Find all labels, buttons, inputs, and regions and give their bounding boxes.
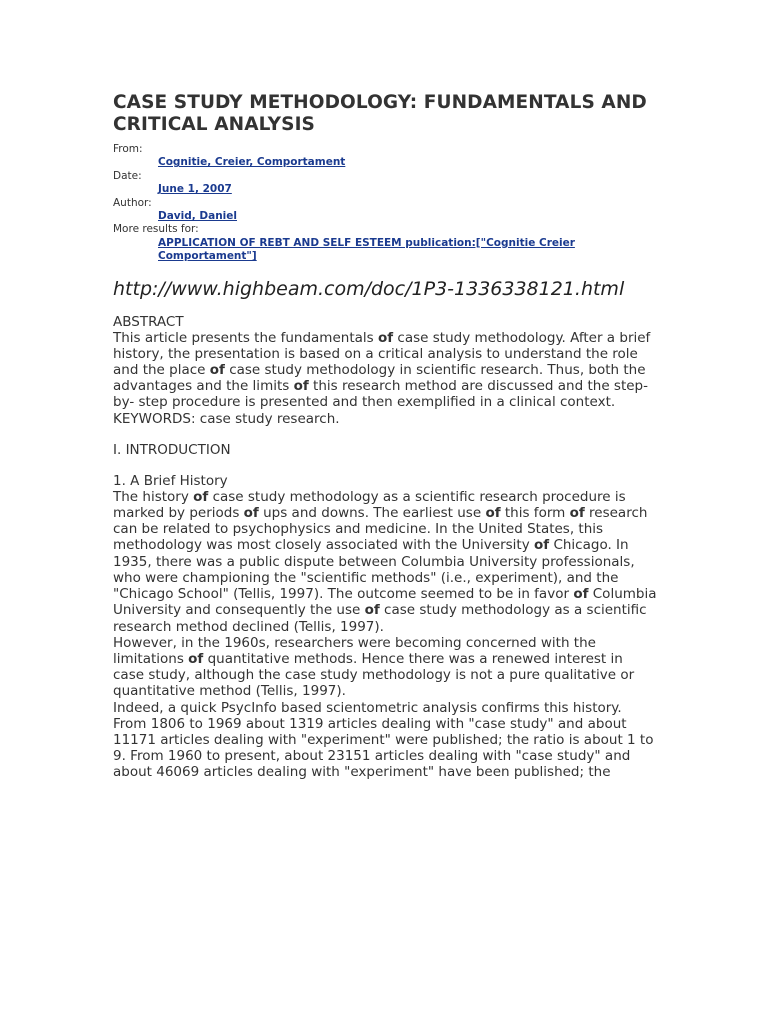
metadata-block — [113, 143, 658, 264]
document-url: http://www.highbeam.com/doc/1P3-1336338121.html — [113, 277, 625, 300]
meta-link-source[interactable]: Cognitie, Creier, Comportament — [158, 156, 346, 169]
text-run: case study methodology in scientific research. Thus, both the advantages and the limits — [113, 362, 646, 395]
text-run: research can be related to psychophysics and medicine. In the United States, this methodology was most closely associated with the University — [113, 505, 648, 554]
text-run: case study methodology as a scientific research method declined (Tellis, 1997). — [113, 602, 647, 635]
meta-label-date: Date: — [113, 169, 142, 182]
emphasis: of — [293, 378, 309, 395]
abstract-heading: ABSTRACT — [113, 313, 184, 330]
meta-label-from: From: — [113, 143, 143, 155]
text-run: this research method are discussed and the step-by- step procedure is presented and then exemplified in a clinical context. — [113, 378, 648, 411]
text-run: quantitative methods. Hence there was a renewed interest in case study, although the case study methodology is not a pure qualitative or quantitative method (Tellis, 1997). — [113, 650, 635, 700]
body-paragraph-3: Indeed, a quick PsycInfo based scientometric analysis confirms this history. From 1806 to 1969 about 1319 articles dealing with "case study" and about 11171 articles dealing with "experiment" were published; the ratio is about 1 to 9. From 1960 to present, about 23151 articles dealing with "case study" and about 46069 articles dealing with "experiment" have been published; the — [113, 699, 654, 781]
emphasis: of — [485, 505, 501, 522]
emphasis: of — [377, 329, 394, 346]
meta-label-more-results: More results for: — [113, 223, 199, 236]
meta-link-author[interactable]: David, Daniel — [158, 210, 238, 223]
text-run: Columbia University and consequently the use — [113, 586, 657, 619]
meta-label-author: Author: — [113, 196, 152, 209]
section-heading: I. INTRODUCTION — [113, 441, 231, 458]
meta-link-more-results[interactable]: APPLICATION OF REBT AND SELF ESTEEM publication:["Cognitie Creier Comportament"] — [158, 236, 575, 263]
emphasis: of — [193, 488, 209, 505]
text-run: case study methodology. After a brief history, the presentation is based on a critical analysis to understand the role and the place — [113, 329, 651, 379]
document-title: CASE STUDY METHODOLOGY: FUNDAMENTALS AND CRITICAL ANALYSIS — [113, 92, 647, 135]
emphasis: of — [573, 586, 589, 603]
emphasis: of — [364, 602, 380, 619]
text-run: case study methodology as a scientific research procedure is marked by periods — [113, 488, 626, 522]
keywords: KEYWORDS: case study research. — [113, 410, 340, 427]
emphasis: of — [534, 537, 550, 554]
meta-link-date[interactable]: June 1, 2007 — [158, 183, 232, 196]
body-paragraph-2 — [113, 635, 658, 700]
text-run: However, in the 1960s, researchers were becoming concerned with the limitations — [113, 634, 596, 667]
text-run: this form — [500, 505, 570, 522]
abstract-paragraph — [113, 330, 658, 411]
emphasis: of — [209, 362, 225, 379]
text-run: The history — [113, 488, 194, 505]
text-run: ups and downs. The earliest use — [258, 505, 486, 522]
body-paragraph-1 — [113, 489, 658, 635]
emphasis: of — [243, 505, 259, 522]
emphasis: of — [569, 505, 585, 522]
text-run: This article presents the fundamentals — [113, 329, 378, 346]
emphasis: of — [188, 650, 204, 667]
text-run: Chicago. In 1935, there was a public dispute between Columbia University professionals, who were championing the "scientific methods" (i.e., experiment), and the "Chicago School" (Tellis, 1997). The outcome seemed to be in favor — [113, 537, 635, 603]
subsection-heading: 1. A Brief History — [113, 472, 228, 489]
document-page — [113, 92, 658, 781]
